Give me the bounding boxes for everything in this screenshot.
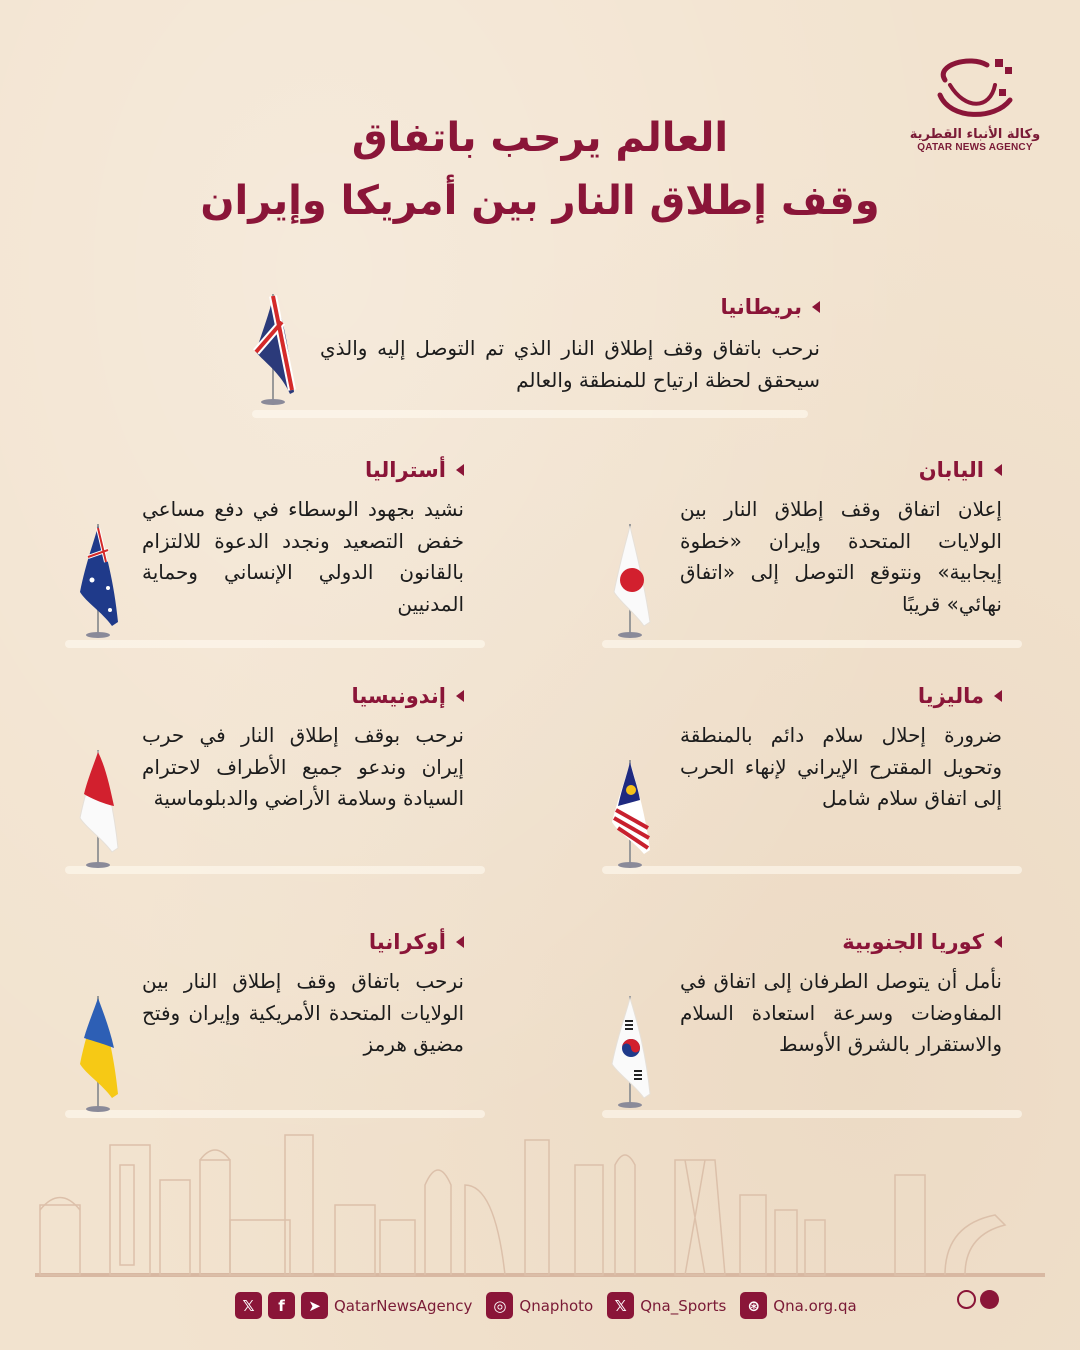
country-name: بريطانيا	[720, 295, 802, 319]
card-malaysia	[680, 684, 1002, 815]
card-britain	[320, 295, 820, 396]
shelf-divider	[252, 410, 808, 418]
shelf-divider	[602, 866, 1022, 874]
page-dot-2-active[interactable]	[980, 1290, 999, 1309]
japan-flag-icon	[608, 522, 654, 640]
statement-text: نأمل أن يتوصل الطرفان إلى اتفاق في المفاوضات وسرعة استعادة السلام والاستقرار بالشرق الأوسط	[680, 969, 1002, 1056]
website-link[interactable]: Qna.org.qa	[773, 1296, 857, 1315]
instagram-icon[interactable]: ◎	[486, 1292, 513, 1319]
card-australia	[142, 458, 464, 620]
globe-icon[interactable]: ⊛	[740, 1292, 767, 1319]
statement-text: نرحب باتفاق وقف إطلاق النار الذي تم التوصل إليه والذي سيحقق لحظة ارتياح للمنطقة والعالم	[320, 336, 820, 392]
shelf-divider	[65, 866, 485, 874]
statement-text: ضرورة إحلال سلام دائم بالمنطقة وتحويل المقترح الإيراني لإنهاء الحرب إلى اتفاق سلام شامل	[680, 723, 1002, 810]
shelf-divider	[65, 640, 485, 648]
bullet-arrow-icon	[994, 464, 1002, 476]
bullet-arrow-icon	[812, 301, 820, 313]
country-name: إندونيسيا	[351, 684, 446, 708]
shelf-divider	[602, 1110, 1022, 1118]
indonesia-flag-icon	[76, 748, 122, 870]
uk-flag-icon	[252, 292, 298, 410]
card-ukraine	[142, 930, 464, 1061]
doha-skyline-illustration	[35, 1125, 1045, 1280]
country-name: كوريا الجنوبية	[842, 930, 984, 954]
bullet-arrow-icon	[456, 464, 464, 476]
card-south-korea	[680, 930, 1002, 1061]
facebook-icon[interactable]: f	[268, 1292, 295, 1319]
country-name: أستراليا	[364, 458, 446, 482]
south-korea-flag-icon	[608, 994, 654, 1110]
statement-text: نشيد بجهود الوسطاء في دفع مساعي خفض التصعيد ونجدد الدعوة للالتزام بالقانون الدولي الإنساني وحماية المدنيين	[142, 497, 464, 616]
bullet-arrow-icon	[456, 936, 464, 948]
social-handle-qnaphoto[interactable]: Qnaphoto	[519, 1296, 594, 1315]
page-title	[0, 108, 1080, 234]
telegram-icon[interactable]: ➤	[301, 1292, 328, 1319]
social-handle-qna-sports[interactable]: Qna_Sports	[640, 1296, 727, 1315]
x-icon[interactable]: 𝕏	[607, 1292, 634, 1319]
logo-arabic-name: وكالة الأنباء القطرية	[909, 127, 1041, 142]
page-dot-1[interactable]	[957, 1290, 976, 1309]
bullet-arrow-icon	[994, 690, 1002, 702]
card-indonesia	[142, 684, 464, 815]
country-name: أوكرانيا	[368, 930, 446, 954]
title-line-1: العالم يرحب باتفاق	[351, 115, 729, 161]
statement-text: إعلان اتفاق وقف إطلاق النار بين الولايات المتحدة وإيران «خطوة إيجابية» ونتوقع التوصل إلى «اتفاق نهائي» قريبًا	[680, 497, 1002, 616]
shelf-divider	[65, 1110, 485, 1118]
logo-english-name: QATAR NEWS AGENCY	[917, 142, 1033, 153]
ukraine-flag-icon	[76, 994, 122, 1114]
shelf-divider	[602, 640, 1022, 648]
page-indicator	[957, 1290, 999, 1309]
social-footer	[235, 1292, 865, 1319]
statement-text: نرحب بوقف إطلاق النار في حرب إيران وندعو جميع الأطراف لاحترام السيادة وسلامة الأراضي والدبلوماسية	[142, 723, 464, 810]
title-line-2: وقف إطلاق النار بين أمريكا وإيران	[200, 178, 880, 224]
x-icon[interactable]: 𝕏	[235, 1292, 262, 1319]
malaysia-flag-icon	[608, 758, 654, 870]
country-name: اليابان	[918, 458, 984, 482]
bullet-arrow-icon	[456, 690, 464, 702]
bullet-arrow-icon	[994, 936, 1002, 948]
social-handle-qatarnewsagency[interactable]: QatarNewsAgency	[334, 1296, 473, 1315]
card-japan	[680, 458, 1002, 620]
country-name: ماليزيا	[917, 684, 984, 708]
australia-flag-icon	[76, 522, 122, 640]
statement-text: نرحب باتفاق وقف إطلاق النار بين الولايات المتحدة الأمريكية وإيران وفتح مضيق هرمز	[142, 969, 464, 1056]
